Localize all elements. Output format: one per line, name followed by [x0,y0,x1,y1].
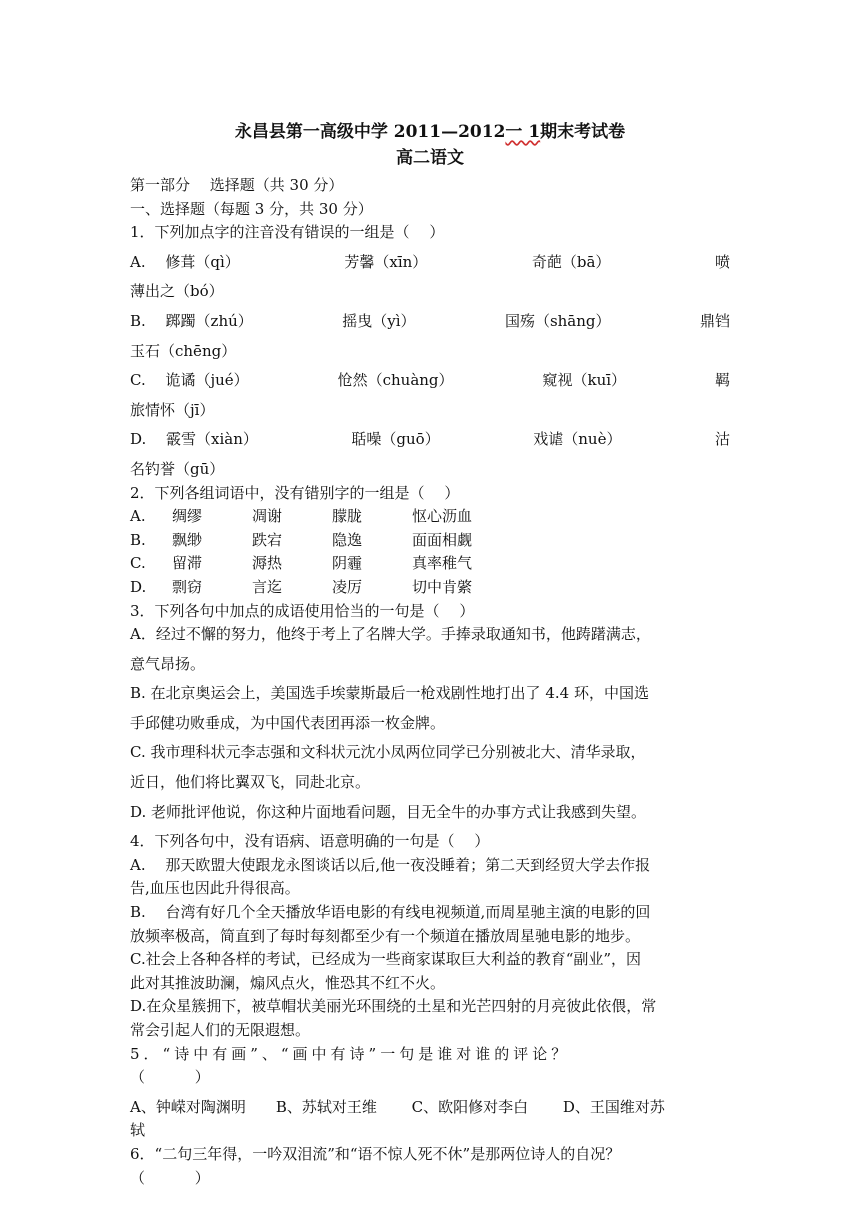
q1-option-a: A. 修葺（qì） 芳馨（xīn） 奇葩（bā） 喷 [130,252,730,271]
exam-body [130,174,730,1190]
q1-option-b: B. 踯躅（zhú） 摇曳（yì） 国殇（shāng） 鼎铛 [130,311,730,330]
q4-option-d-cont: 常会引起人们的无限遐想。 [130,1021,311,1039]
q3-option-d: D. 老师批评他说，你这种片面地看问题，目无全牛的办事方式让我感到失望。 [130,802,647,821]
q1-option-b-cont: 玉石（chēng） [130,341,237,360]
q3-option-a: A．经过不懈的努力，他终于考上了名牌大学。手捧录取通知书，他踌躇满志， [130,625,651,644]
q1-option-d-cont: 名钓誉（gū） [130,459,225,478]
q2-option-b: B. 飘缈 跌宕 隐逸 面面相觑 [130,530,473,549]
q4-option-a-cont: 告,血压也因此升得很高。 [130,879,300,898]
q1-option-a-cont: 薄出之（bó） [130,282,224,301]
q5-options-cont: 轼 [130,1121,146,1140]
q3-option-b: B. 在北京奥运会上，美国选手埃蒙斯最后一枪戏剧性地打出了 4.4 环，中国选 [130,684,649,703]
q4-option-c: C.社会上各种各样的考试，已经成为一些商家谋取巨大利益的教育“副业”，因 [130,950,642,969]
q2-option-a: A. 绸缪 凋谢 朦胧 怄心沥血 [130,507,473,526]
part-heading: 第一部分 选择题（共 30 分） [130,176,344,194]
q4-option-d: D.在众星簇拥下，被草帽状美丽光环围绕的土星和光芒四射的月亮彼此依偎，常 [130,997,657,1016]
q3-option-a-cont: 意气昂扬。 [130,654,206,673]
q4-option-a: A. 那天欧盟大使跟龙永图谈话以后,他一夜没睡着；第二天到经贸大学去作报 [130,855,651,874]
q6-stem: 6．“二句三年得，一吟双泪流”和“语不惊人死不休”是那两位诗人的自况？ [130,1144,621,1163]
q5-stem: 5．“诗中有画”、“画中有诗”一句是谁对谁的评论？ [130,1044,571,1063]
q4-option-b-cont: 放频率极高，简直到了每时每刻都至少有一个频道在播放周星驰电影的地步。 [130,926,641,945]
q4-option-b: B. 台湾有好几个全天播放华语电影的有线电视频道,而周星驰主演的电影的回 [130,903,651,922]
q3-option-c-cont: 近日，他们将比翼双飞，同赴北京。 [130,773,371,792]
q5-answer-paren: （ ） [130,1068,210,1087]
q2-option-c: C. 留滞 溽热 阴霾 真率稚气 [130,554,473,573]
exam-title: 永昌县第一高级中学 2011—2012一 1期末考试卷 [234,122,626,142]
q4-stem: 4．下列各句中，没有语病、语意明确的一句是（ ） [130,832,490,851]
q2-option-d: D. 剽窃 言迄 凌厉 切中肯綮 [130,577,473,596]
section-heading: 一、选择题（每题 3 分，共 30 分） [130,199,373,218]
q2-stem: 2．下列各组词语中，没有错别字的一组是（ ） [130,483,460,502]
q1-stem: 1．下列加点字的注音没有错误的一组是（ ） [130,223,445,242]
q3-option-c: C. 我市理科状元李志强和文科状元沈小凤两位同学已分别被北大、清华录取， [130,743,646,762]
q3-stem: 3．下列各句中加点的成语使用恰当的一句是（ ） [130,601,475,620]
q1-option-c: C. 诡谲（jué） 怆然（chuàng） 窥视（kuī） 羁 [130,371,730,390]
q4-option-c-cont: 此对其推波助澜，煽风点火，惟恐其不红不火。 [130,973,446,992]
q3-option-b-cont: 手邱健功败垂成，为中国代表团再添一枚金牌。 [130,713,446,732]
q5-options: A、钟嵘对陶渊明 B、苏轼对王维 C、欧阳修对李白 D、王国维对苏 [130,1097,665,1116]
exam-subtitle: 高二语文 [396,148,464,168]
q6-answer-paren: （ ） [130,1168,210,1187]
q1-option-d: D. 霰雪（xiàn） 聒噪（guō） 戏谑（nuè） 沽 [130,430,730,449]
q1-option-c-cont: 旅情怀（jī） [130,400,215,419]
